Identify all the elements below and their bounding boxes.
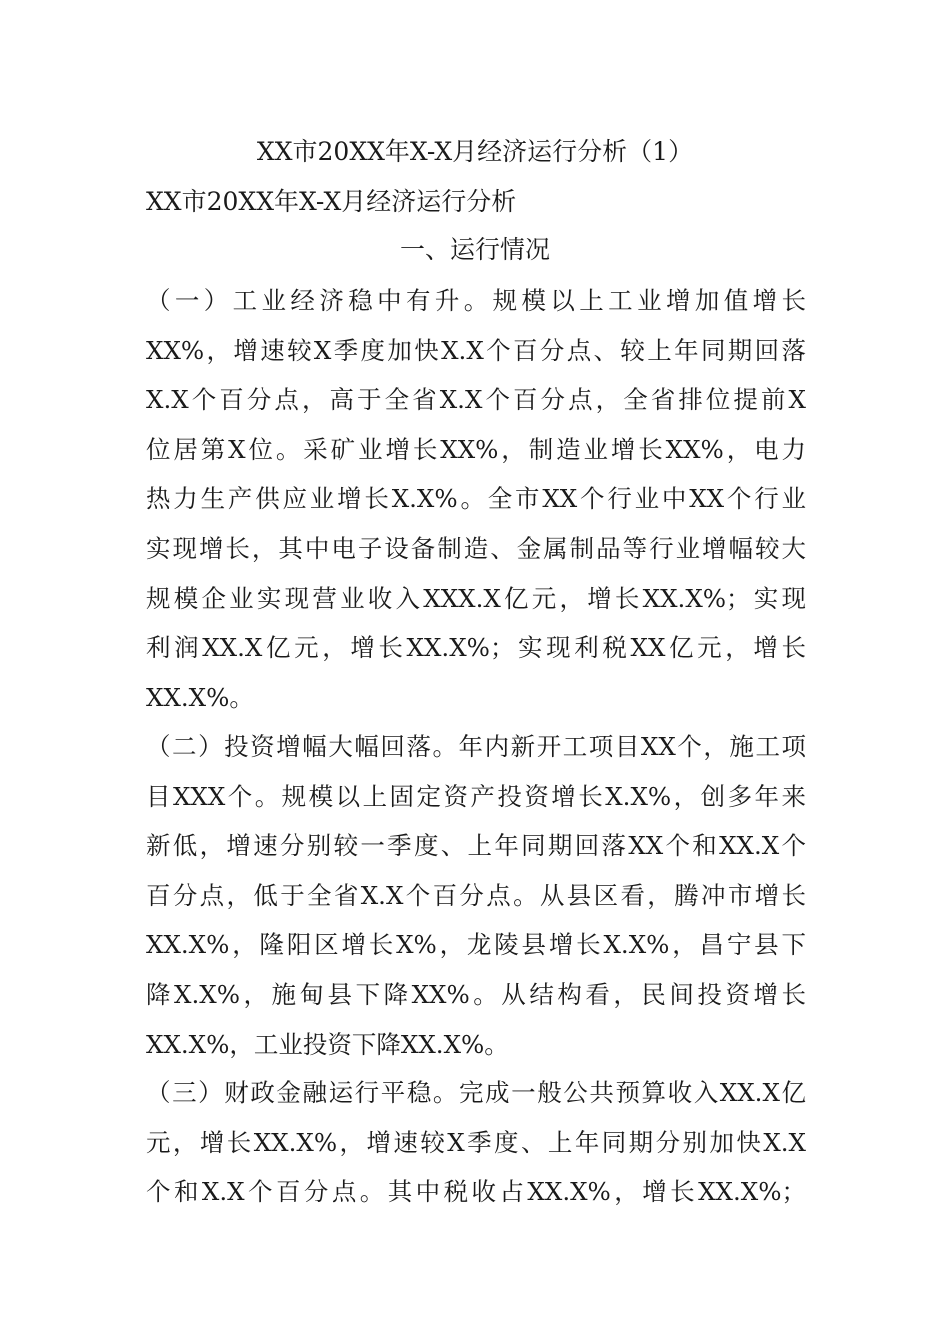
- paragraph-line: 热力生产供应业增长X.X%。全市XX个行业中XX个行业: [146, 484, 806, 514]
- paragraph-industry: [146, 276, 806, 722]
- document-title: XX市20XX年X-X月经济运行分析（1）: [256, 137, 694, 166]
- paragraph-line: X.X个百分点，高于全省X.X个百分点，全省排位提前X: [146, 385, 806, 415]
- paragraph-line: 规模企业实现营业收入XXX.X亿元，增长XX.X%；实现: [146, 583, 806, 613]
- paragraph-line: XX.X%。: [146, 682, 254, 712]
- section-heading: 一、运行情况: [399, 235, 550, 264]
- paragraph-line: （一）工业经济稳中有升。规模以上工业增加值增长: [146, 286, 806, 315]
- paragraph-line: 目XXX个。规模以上固定资产投资增长X.X%，创多年来: [146, 781, 806, 811]
- paragraph-line: XX.X%，工业投资下降XX.X%。: [146, 1029, 509, 1059]
- paragraph-investment: [146, 722, 806, 1069]
- paragraph-line: XX%，增速较X季度加快X.X个百分点、较上年同期回落: [146, 335, 806, 365]
- paragraph-line: 新低，增速分别较一季度、上年同期回落XX个和XX.X个: [146, 831, 806, 861]
- paragraph-line: 个和X.X个百分点。其中税收占XX.X%，增长XX.X%；: [146, 1177, 806, 1207]
- paragraph-line: 降X.X%，施甸县下降XX%。从结构看，民间投资增长: [146, 979, 806, 1009]
- paragraph-line: 百分点，低于全省X.X个百分点。从县区看，腾冲市增长: [146, 880, 806, 910]
- paragraph-line: 实现增长，其中电子设备制造、金属制品等行业增幅较大: [146, 533, 806, 563]
- paragraph-line: （二）投资增幅大幅回落。年内新开工项目XX个，施工项: [146, 732, 806, 761]
- paragraph-line: （三）财政金融运行平稳。完成一般公共预算收入XX.X亿: [146, 1078, 806, 1107]
- paragraph-line: 利润XX.X亿元，增长XX.X%；实现利税XX亿元，增长: [146, 633, 806, 663]
- document-subtitle: XX市20XX年X-X月经济运行分析: [146, 187, 517, 216]
- paragraph-finance: [146, 1068, 806, 1217]
- paragraph-line: 位居第X位。采矿业增长XX%，制造业增长XX%，电力: [146, 434, 806, 464]
- paragraph-line: 元，增长XX.X%，增速较X季度、上年同期分别加快X.X: [146, 1127, 806, 1157]
- paragraph-line: XX.X%，隆阳区增长X%，龙陵县增长X.X%，昌宁县下: [146, 930, 806, 960]
